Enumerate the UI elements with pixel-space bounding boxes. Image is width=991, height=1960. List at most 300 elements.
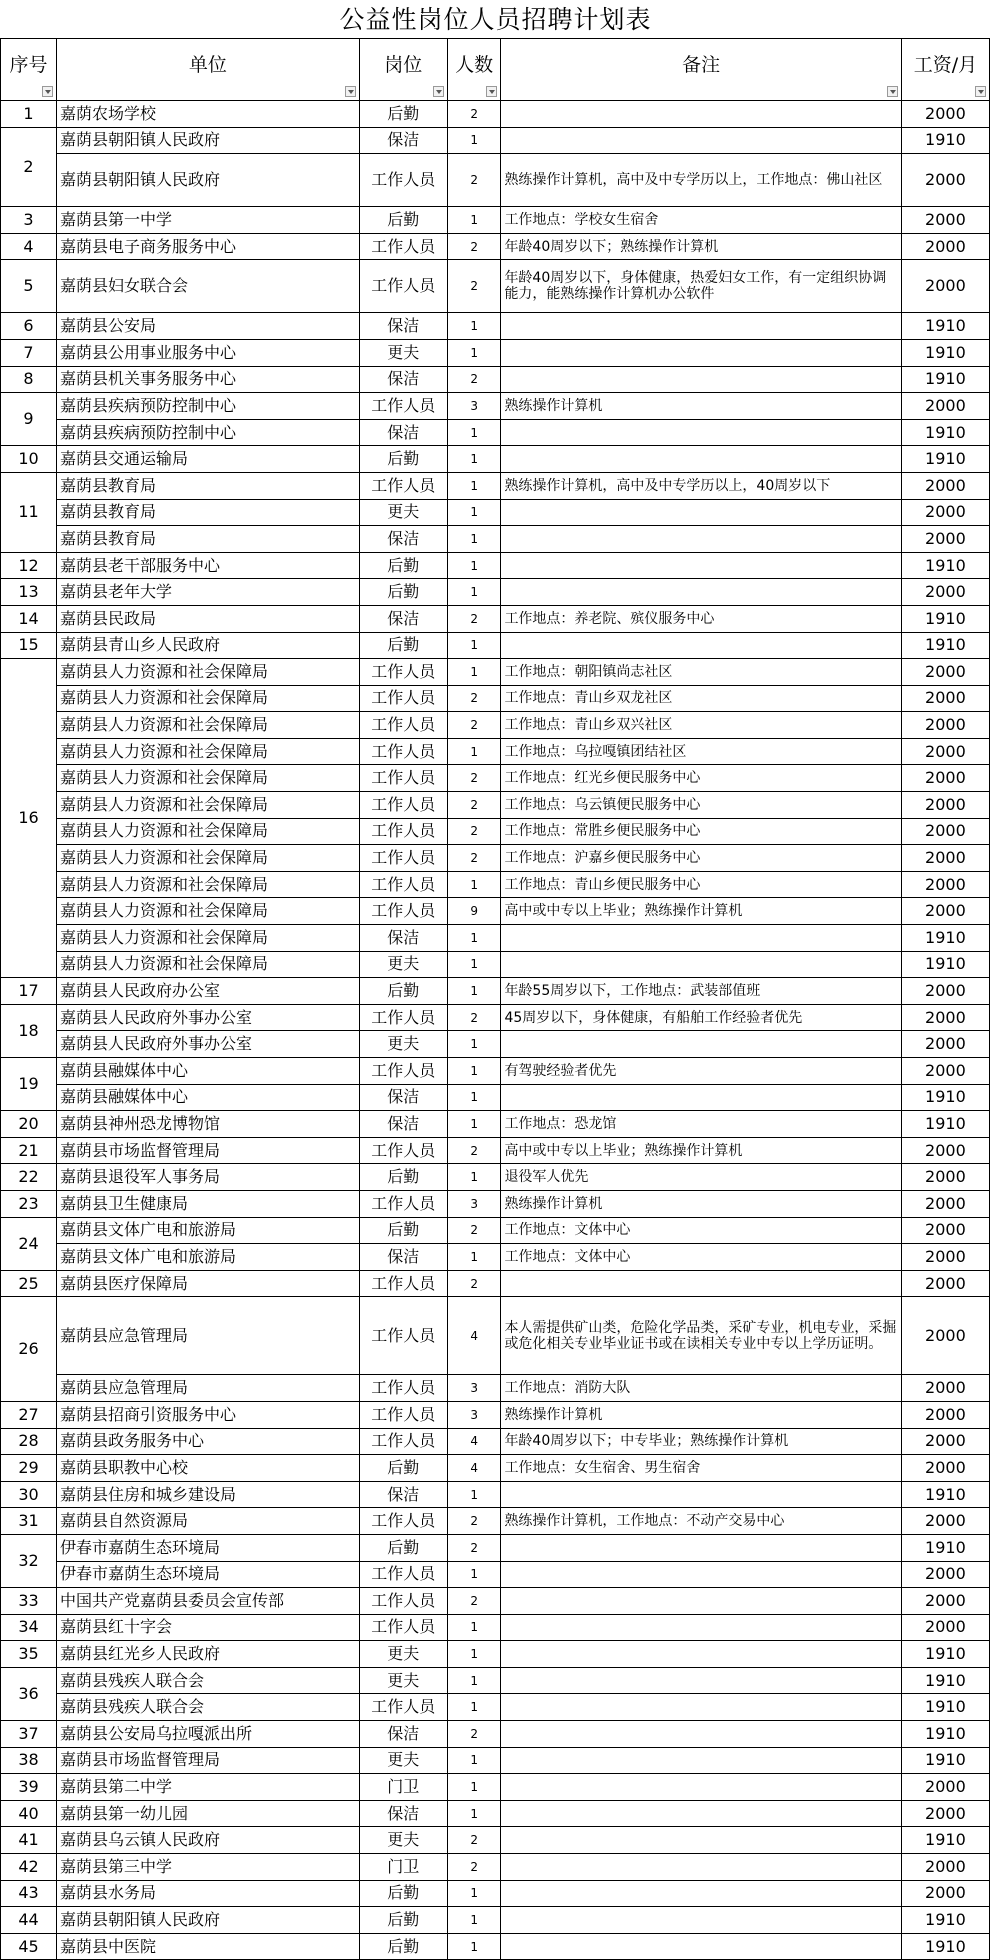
cell-wage[interactable]: 2000 [901,1375,989,1402]
cell-unit[interactable]: 嘉荫县应急管理局 [57,1375,360,1402]
cell-unit[interactable]: 嘉荫县公用事业服务中心 [57,339,360,366]
cell-note[interactable] [501,1031,901,1058]
cell-note[interactable] [501,1534,901,1561]
cell-count[interactable]: 1 [447,127,501,154]
cell-wage[interactable]: 2000 [901,207,989,234]
cell-count[interactable]: 4 [447,1297,501,1375]
cell-count[interactable]: 1 [447,1907,501,1934]
cell-no[interactable]: 31 [1,1508,57,1535]
cell-count[interactable]: 2 [447,233,501,260]
cell-wage[interactable]: 2000 [901,765,989,792]
cell-wage[interactable]: 1910 [901,366,989,393]
cell-count[interactable]: 1 [447,1694,501,1721]
cell-note[interactable]: 年龄40周岁以下；中专毕业；熟练操作计算机 [501,1428,901,1455]
cell-post[interactable]: 门卫 [359,1854,447,1881]
cell-unit[interactable]: 嘉荫县第三中学 [57,1854,360,1881]
cell-no[interactable]: 35 [1,1641,57,1668]
cell-count[interactable]: 1 [447,978,501,1005]
cell-post[interactable]: 保洁 [359,1244,447,1271]
cell-post[interactable]: 后勤 [359,1164,447,1191]
cell-no[interactable]: 3 [1,207,57,234]
cell-post[interactable]: 工作人员 [359,765,447,792]
cell-unit[interactable]: 嘉荫县市场监督管理局 [57,1747,360,1774]
cell-post[interactable]: 保洁 [359,127,447,154]
cell-note[interactable] [501,951,901,978]
cell-wage[interactable]: 1910 [901,1641,989,1668]
cell-wage[interactable]: 2000 [901,1588,989,1615]
cell-unit[interactable]: 嘉荫县应急管理局 [57,1297,360,1375]
cell-count[interactable]: 2 [447,765,501,792]
cell-note[interactable]: 工作地点：常胜乡便民服务中心 [501,818,901,845]
cell-note[interactable] [501,1721,901,1748]
cell-count[interactable]: 2 [447,685,501,712]
cell-note[interactable]: 工作地点：女生宿舍、男生宿舍 [501,1455,901,1482]
cell-note[interactable] [501,1747,901,1774]
cell-post[interactable]: 工作人员 [359,1375,447,1402]
cell-wage[interactable]: 2000 [901,898,989,925]
cell-unit[interactable]: 嘉荫县人力资源和社会保障局 [57,871,360,898]
cell-count[interactable]: 1 [447,1774,501,1801]
cell-count[interactable]: 1 [447,1667,501,1694]
cell-wage[interactable]: 2000 [901,1428,989,1455]
column-header-wage[interactable]: 工资/月 [901,39,989,101]
cell-unit[interactable]: 嘉荫县文体广电和旅游局 [57,1244,360,1271]
filter-dropdown-icon[interactable] [433,86,444,97]
cell-unit[interactable]: 嘉荫县第一中学 [57,207,360,234]
cell-unit[interactable]: 嘉荫县人力资源和社会保障局 [57,738,360,765]
cell-unit[interactable]: 嘉荫县疾病预防控制中心 [57,393,360,420]
cell-note[interactable] [501,632,901,659]
cell-unit[interactable]: 嘉荫县人民政府外事办公室 [57,1004,360,1031]
cell-unit[interactable]: 嘉荫县教育局 [57,472,360,499]
cell-unit[interactable]: 嘉荫县公安局乌拉嘎派出所 [57,1721,360,1748]
cell-note[interactable]: 有驾驶经验者优先 [501,1058,901,1085]
cell-wage[interactable]: 1910 [901,951,989,978]
cell-unit[interactable]: 嘉荫县老干部服务中心 [57,552,360,579]
cell-count[interactable]: 1 [447,1244,501,1271]
cell-count[interactable]: 1 [447,339,501,366]
cell-post[interactable]: 后勤 [359,579,447,606]
cell-wage[interactable]: 1910 [901,1827,989,1854]
cell-count[interactable]: 2 [447,1270,501,1297]
cell-post[interactable]: 工作人员 [359,1401,447,1428]
cell-post[interactable]: 工作人员 [359,393,447,420]
cell-count[interactable]: 4 [447,1455,501,1482]
cell-note[interactable]: 熟练操作计算机 [501,393,901,420]
filter-dropdown-icon[interactable] [887,86,898,97]
filter-dropdown-icon[interactable] [345,86,356,97]
cell-no[interactable]: 9 [1,393,57,446]
cell-post[interactable]: 工作人员 [359,712,447,739]
cell-note[interactable] [501,1907,901,1934]
cell-count[interactable]: 2 [447,712,501,739]
cell-no[interactable]: 24 [1,1217,57,1270]
cell-note[interactable] [501,1481,901,1508]
cell-wage[interactable]: 2000 [901,845,989,872]
cell-wage[interactable]: 2000 [901,393,989,420]
cell-no[interactable]: 21 [1,1137,57,1164]
cell-count[interactable]: 1 [447,1614,501,1641]
cell-count[interactable]: 1 [447,552,501,579]
cell-wage[interactable]: 2000 [901,685,989,712]
cell-post[interactable]: 工作人员 [359,472,447,499]
cell-note[interactable]: 工作地点：消防大队 [501,1375,901,1402]
column-header-post[interactable]: 岗位 [359,39,447,101]
cell-unit[interactable]: 嘉荫县电子商务服务中心 [57,233,360,260]
cell-wage[interactable]: 2000 [901,1031,989,1058]
cell-post[interactable]: 后勤 [359,1880,447,1907]
cell-wage[interactable]: 1910 [901,605,989,632]
cell-unit[interactable]: 嘉荫县人力资源和社会保障局 [57,685,360,712]
cell-note[interactable]: 工作地点：朝阳镇尚志社区 [501,659,901,686]
cell-post[interactable]: 工作人员 [359,233,447,260]
cell-no[interactable]: 17 [1,978,57,1005]
cell-count[interactable]: 1 [447,1747,501,1774]
cell-unit[interactable]: 嘉荫县民政局 [57,605,360,632]
cell-post[interactable]: 保洁 [359,313,447,340]
cell-note[interactable] [501,101,901,128]
cell-post[interactable]: 保洁 [359,1800,447,1827]
cell-wage[interactable]: 2000 [901,1297,989,1375]
cell-note[interactable]: 熟练操作计算机 [501,1401,901,1428]
cell-unit[interactable]: 嘉荫县红十字会 [57,1614,360,1641]
cell-note[interactable] [501,925,901,952]
cell-note[interactable] [501,339,901,366]
cell-note[interactable]: 高中或中专以上毕业；熟练操作计算机 [501,1137,901,1164]
cell-post[interactable]: 更夫 [359,1667,447,1694]
cell-post[interactable]: 保洁 [359,925,447,952]
cell-unit[interactable]: 嘉荫县红光乡人民政府 [57,1641,360,1668]
column-header-unit[interactable]: 单位 [57,39,360,101]
cell-post[interactable]: 工作人员 [359,845,447,872]
cell-wage[interactable]: 1910 [901,552,989,579]
cell-unit[interactable]: 嘉荫县人力资源和社会保障局 [57,925,360,952]
cell-post[interactable]: 后勤 [359,1534,447,1561]
cell-unit[interactable]: 嘉荫县残疾人联合会 [57,1667,360,1694]
cell-wage[interactable]: 2000 [901,1508,989,1535]
cell-wage[interactable]: 2000 [901,738,989,765]
cell-unit[interactable]: 嘉荫县人力资源和社会保障局 [57,845,360,872]
cell-wage[interactable]: 1910 [901,1111,989,1138]
cell-wage[interactable]: 2000 [901,1800,989,1827]
cell-note[interactable]: 工作地点：文体中心 [501,1244,901,1271]
cell-wage[interactable]: 1910 [901,1667,989,1694]
cell-count[interactable]: 1 [447,1084,501,1111]
cell-note[interactable] [501,446,901,473]
cell-wage[interactable]: 2000 [901,1058,989,1085]
cell-note[interactable] [501,1880,901,1907]
cell-wage[interactable]: 2000 [901,1401,989,1428]
cell-unit[interactable]: 嘉荫县朝阳镇人民政府 [57,154,360,207]
cell-wage[interactable]: 2000 [901,1561,989,1588]
filter-dropdown-icon[interactable] [42,86,53,97]
cell-unit[interactable]: 嘉荫县教育局 [57,526,360,553]
cell-no[interactable]: 14 [1,605,57,632]
cell-no[interactable]: 42 [1,1854,57,1881]
cell-count[interactable]: 1 [447,1800,501,1827]
cell-no[interactable]: 4 [1,233,57,260]
cell-wage[interactable]: 1910 [901,1721,989,1748]
cell-post[interactable]: 工作人员 [359,1190,447,1217]
cell-wage[interactable]: 2000 [901,1614,989,1641]
cell-count[interactable]: 2 [447,1508,501,1535]
cell-no[interactable]: 20 [1,1111,57,1138]
cell-post[interactable]: 更夫 [359,1641,447,1668]
cell-wage[interactable]: 1910 [901,127,989,154]
cell-unit[interactable]: 嘉荫县自然资源局 [57,1508,360,1535]
cell-wage[interactable]: 2000 [901,472,989,499]
cell-unit[interactable]: 中国共产党嘉荫县委员会宣传部 [57,1588,360,1615]
cell-unit[interactable]: 嘉荫县乌云镇人民政府 [57,1827,360,1854]
cell-wage[interactable]: 1910 [901,313,989,340]
cell-unit[interactable]: 嘉荫县人民政府办公室 [57,978,360,1005]
cell-wage[interactable]: 1910 [901,1694,989,1721]
cell-note[interactable] [501,1667,901,1694]
cell-note[interactable]: 45周岁以下，身体健康，有船舶工作经验者优先 [501,1004,901,1031]
cell-count[interactable]: 9 [447,898,501,925]
cell-no[interactable]: 27 [1,1401,57,1428]
cell-note[interactable]: 工作地点：文体中心 [501,1217,901,1244]
cell-count[interactable]: 1 [447,579,501,606]
cell-post[interactable]: 后勤 [359,101,447,128]
cell-wage[interactable]: 2000 [901,1190,989,1217]
cell-wage[interactable]: 2000 [901,526,989,553]
cell-unit[interactable]: 嘉荫县人力资源和社会保障局 [57,712,360,739]
cell-unit[interactable]: 嘉荫县文体广电和旅游局 [57,1217,360,1244]
cell-post[interactable]: 工作人员 [359,260,447,313]
cell-wage[interactable]: 1910 [901,1933,989,1960]
cell-wage[interactable]: 2000 [901,871,989,898]
cell-note[interactable]: 工作地点：青山乡便民服务中心 [501,871,901,898]
cell-count[interactable]: 2 [447,1721,501,1748]
cell-note[interactable]: 熟练操作计算机 [501,1190,901,1217]
cell-note[interactable] [501,526,901,553]
column-header-no[interactable]: 序号 [1,39,57,101]
cell-count[interactable]: 3 [447,1375,501,1402]
cell-post[interactable]: 工作人员 [359,738,447,765]
cell-no[interactable]: 28 [1,1428,57,1455]
cell-post[interactable]: 工作人员 [359,1694,447,1721]
cell-note[interactable] [501,499,901,526]
cell-no[interactable]: 10 [1,446,57,473]
cell-no[interactable]: 45 [1,1933,57,1960]
cell-no[interactable]: 41 [1,1827,57,1854]
cell-note[interactable]: 高中或中专以上毕业；熟练操作计算机 [501,898,901,925]
cell-note[interactable]: 工作地点：乌云镇便民服务中心 [501,792,901,819]
cell-count[interactable]: 1 [447,871,501,898]
cell-wage[interactable]: 2000 [901,978,989,1005]
cell-count[interactable]: 2 [447,1004,501,1031]
cell-post[interactable]: 工作人员 [359,1297,447,1375]
cell-note[interactable] [501,1694,901,1721]
cell-post[interactable]: 后勤 [359,446,447,473]
cell-wage[interactable]: 1910 [901,1481,989,1508]
cell-post[interactable]: 后勤 [359,978,447,1005]
cell-no[interactable]: 30 [1,1481,57,1508]
cell-no[interactable]: 5 [1,260,57,313]
cell-post[interactable]: 工作人员 [359,659,447,686]
cell-post[interactable]: 保洁 [359,1111,447,1138]
cell-post[interactable]: 工作人员 [359,1561,447,1588]
cell-post[interactable]: 工作人员 [359,1058,447,1085]
cell-no[interactable]: 19 [1,1058,57,1111]
cell-post[interactable]: 工作人员 [359,1270,447,1297]
cell-note[interactable]: 工作地点：养老院、殡仪服务中心 [501,605,901,632]
cell-unit[interactable]: 嘉荫县人力资源和社会保障局 [57,659,360,686]
cell-unit[interactable]: 嘉荫县人力资源和社会保障局 [57,792,360,819]
cell-post[interactable]: 保洁 [359,419,447,446]
cell-wage[interactable]: 2000 [901,101,989,128]
cell-post[interactable]: 工作人员 [359,792,447,819]
cell-post[interactable]: 后勤 [359,1217,447,1244]
cell-note[interactable]: 退役军人优先 [501,1164,901,1191]
cell-note[interactable] [501,1933,901,1960]
cell-post[interactable]: 保洁 [359,605,447,632]
cell-post[interactable]: 工作人员 [359,1508,447,1535]
cell-note[interactable]: 熟练操作计算机，高中及中专学历以上，工作地点：佛山社区 [501,154,901,207]
cell-unit[interactable]: 嘉荫县第二中学 [57,1774,360,1801]
cell-wage[interactable]: 2000 [901,1854,989,1881]
cell-note[interactable]: 本人需提供矿山类，危险化学品类，采矿专业，机电专业，采掘或危化相关专业毕业证书或在读相关专业中专以上学历证明。 [501,1297,901,1375]
cell-note[interactable] [501,1084,901,1111]
cell-wage[interactable]: 1910 [901,925,989,952]
cell-note[interactable]: 工作地点：学校女生宿舍 [501,207,901,234]
cell-wage[interactable]: 2000 [901,792,989,819]
cell-no[interactable]: 43 [1,1880,57,1907]
cell-unit[interactable]: 嘉荫县卫生健康局 [57,1190,360,1217]
cell-post[interactable]: 工作人员 [359,1428,447,1455]
cell-count[interactable]: 2 [447,1588,501,1615]
cell-post[interactable]: 工作人员 [359,685,447,712]
cell-count[interactable]: 1 [447,1058,501,1085]
cell-no[interactable]: 36 [1,1667,57,1720]
cell-count[interactable]: 1 [447,207,501,234]
cell-unit[interactable]: 嘉荫县残疾人联合会 [57,1694,360,1721]
cell-no[interactable]: 40 [1,1800,57,1827]
cell-wage[interactable]: 2000 [901,233,989,260]
cell-count[interactable]: 1 [447,1561,501,1588]
cell-wage[interactable]: 2000 [901,1164,989,1191]
cell-count[interactable]: 1 [447,951,501,978]
cell-note[interactable] [501,1614,901,1641]
cell-wage[interactable]: 2000 [901,818,989,845]
cell-no[interactable]: 38 [1,1747,57,1774]
cell-no[interactable]: 16 [1,659,57,978]
cell-no[interactable]: 6 [1,313,57,340]
cell-post[interactable]: 工作人员 [359,154,447,207]
cell-count[interactable]: 1 [447,632,501,659]
cell-note[interactable]: 年龄40周岁以下，身体健康，热爱妇女工作，有一定组织协调能力，能熟练操作计算机办公软件 [501,260,901,313]
cell-count[interactable]: 1 [447,738,501,765]
cell-no[interactable]: 34 [1,1614,57,1641]
cell-unit[interactable]: 嘉荫县水务局 [57,1880,360,1907]
cell-no[interactable]: 7 [1,339,57,366]
cell-count[interactable]: 1 [447,1111,501,1138]
cell-unit[interactable]: 嘉荫县人力资源和社会保障局 [57,898,360,925]
cell-note[interactable] [501,579,901,606]
cell-unit[interactable]: 嘉荫县融媒体中心 [57,1058,360,1085]
cell-post[interactable]: 更夫 [359,1031,447,1058]
cell-count[interactable]: 1 [447,1641,501,1668]
cell-unit[interactable]: 嘉荫县交通运输局 [57,446,360,473]
cell-count[interactable]: 1 [447,446,501,473]
cell-wage[interactable]: 1910 [901,1084,989,1111]
cell-wage[interactable]: 1910 [901,419,989,446]
cell-unit[interactable]: 嘉荫县神州恐龙博物馆 [57,1111,360,1138]
cell-count[interactable]: 2 [447,818,501,845]
cell-unit[interactable]: 伊春市嘉荫生态环境局 [57,1534,360,1561]
cell-post[interactable]: 更夫 [359,339,447,366]
cell-count[interactable]: 1 [447,526,501,553]
cell-count[interactable]: 2 [447,366,501,393]
cell-unit[interactable]: 嘉荫县公安局 [57,313,360,340]
cell-wage[interactable]: 2000 [901,499,989,526]
cell-wage[interactable]: 2000 [901,1137,989,1164]
cell-unit[interactable]: 嘉荫县人民政府外事办公室 [57,1031,360,1058]
cell-count[interactable]: 1 [447,1481,501,1508]
cell-unit[interactable]: 嘉荫县青山乡人民政府 [57,632,360,659]
cell-count[interactable]: 4 [447,1428,501,1455]
cell-unit[interactable]: 嘉荫县职教中心校 [57,1455,360,1482]
cell-wage[interactable]: 2000 [901,1455,989,1482]
cell-no[interactable]: 33 [1,1588,57,1615]
cell-wage[interactable]: 1910 [901,339,989,366]
cell-wage[interactable]: 2000 [901,1774,989,1801]
cell-post[interactable]: 保洁 [359,1481,447,1508]
cell-count[interactable]: 2 [447,605,501,632]
cell-unit[interactable]: 嘉荫县政务服务中心 [57,1428,360,1455]
cell-count[interactable]: 1 [447,1164,501,1191]
cell-post[interactable]: 后勤 [359,552,447,579]
cell-post[interactable]: 更夫 [359,1827,447,1854]
cell-count[interactable]: 2 [447,845,501,872]
cell-note[interactable]: 熟练操作计算机，高中及中专学历以上，40周岁以下 [501,472,901,499]
cell-note[interactable] [501,1588,901,1615]
cell-no[interactable]: 39 [1,1774,57,1801]
cell-count[interactable]: 1 [447,499,501,526]
cell-post[interactable]: 工作人员 [359,818,447,845]
cell-post[interactable]: 保洁 [359,366,447,393]
cell-note[interactable] [501,127,901,154]
cell-count[interactable]: 2 [447,1534,501,1561]
cell-no[interactable]: 2 [1,127,57,207]
cell-unit[interactable]: 嘉荫县机关事务服务中心 [57,366,360,393]
cell-count[interactable]: 2 [447,154,501,207]
cell-post[interactable]: 更夫 [359,499,447,526]
cell-wage[interactable]: 1910 [901,1907,989,1934]
cell-note[interactable] [501,1854,901,1881]
cell-post[interactable]: 工作人员 [359,1004,447,1031]
cell-no[interactable]: 22 [1,1164,57,1191]
cell-unit[interactable]: 嘉荫县人力资源和社会保障局 [57,765,360,792]
cell-post[interactable]: 工作人员 [359,871,447,898]
cell-unit[interactable]: 伊春市嘉荫生态环境局 [57,1561,360,1588]
cell-count[interactable]: 2 [447,260,501,313]
cell-note[interactable] [501,552,901,579]
cell-note[interactable] [501,1641,901,1668]
cell-unit[interactable]: 嘉荫县老年大学 [57,579,360,606]
cell-note[interactable]: 工作地点：恐龙馆 [501,1111,901,1138]
filter-dropdown-icon[interactable] [486,86,497,97]
cell-unit[interactable]: 嘉荫县朝阳镇人民政府 [57,127,360,154]
cell-wage[interactable]: 2000 [901,1244,989,1271]
cell-post[interactable]: 后勤 [359,207,447,234]
cell-no[interactable]: 44 [1,1907,57,1934]
cell-wage[interactable]: 2000 [901,1004,989,1031]
cell-no[interactable]: 29 [1,1455,57,1482]
cell-wage[interactable]: 2000 [901,260,989,313]
cell-count[interactable]: 3 [447,1401,501,1428]
